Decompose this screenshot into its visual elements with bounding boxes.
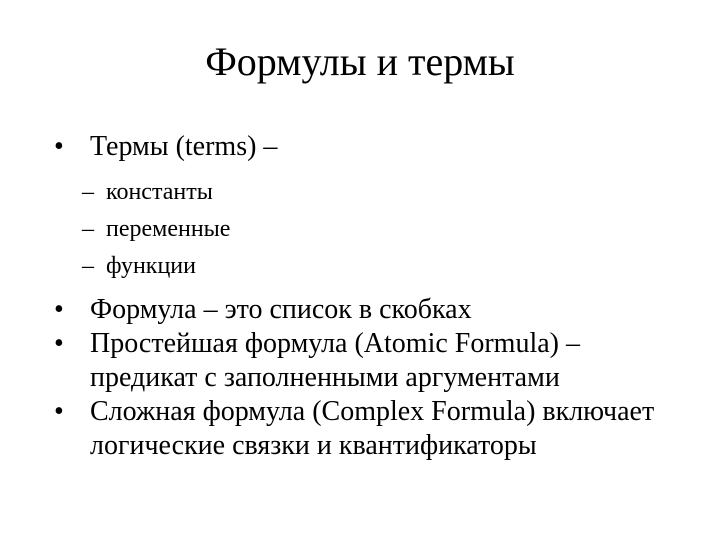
dash-icon: – [82,179,94,205]
bullet-icon: • [54,294,64,325]
bullet-text: Простейшая формула (Atomic Formula) – предикат с заполненными аргументами [90,328,580,393]
sub-item-text: переменные [106,216,231,242]
dash-icon: – [82,253,94,279]
sub-item-text: функции [106,253,196,279]
bullet-text: Сложная формула (Complex Formula) включает логические связки и квантификаторы [90,396,655,461]
slide-title: Формулы и термы [205,39,515,84]
sub-item-constants [54,174,694,211]
sub-item-variables [54,211,694,248]
sub-item-functions [54,248,694,285]
dash-icon: – [82,216,94,242]
bullet-item-terms [54,130,694,164]
bullet-text: Термы (terms) – [90,131,278,162]
bullet-icon: • [54,131,64,162]
bullet-icon: • [54,396,64,427]
bullet-item-atomic-formula [54,327,694,395]
bullet-icon: • [54,328,64,359]
bullet-text: Формула – это список в скобках [90,294,472,325]
slide-content [54,130,694,463]
bullet-item-complex-formula [54,395,694,463]
bullet-item-formula [54,293,694,327]
sub-list [54,174,694,285]
sub-item-text: константы [106,179,213,205]
